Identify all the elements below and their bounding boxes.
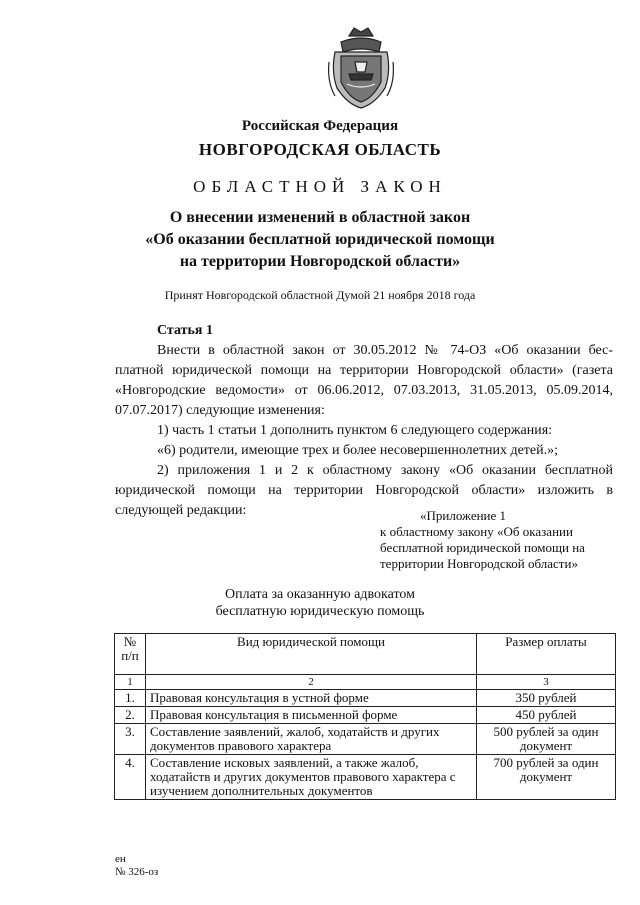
- row-type: Составление заявлений, жалоб, ходатайств и других документов правового характера: [146, 724, 477, 755]
- row-num: 1.: [115, 690, 146, 707]
- coat-of-arms-emblem: [327, 22, 395, 110]
- table-row: [115, 690, 616, 707]
- row-num: 4.: [115, 755, 146, 800]
- column-number: 3: [477, 675, 616, 690]
- article-line: 1) часть 1 статьи 1 дополнить пунктом 6 следующего содержания:: [157, 423, 553, 438]
- appendix-line: территории Новгородской области»: [380, 556, 578, 571]
- row-type: Правовая консультация в устной форме: [146, 690, 477, 707]
- table-row: [115, 724, 616, 755]
- appendix-line: к областному закону «Об оказании: [380, 524, 573, 539]
- law-type-heading: ОБЛАСТНОЙ ЗАКОН: [193, 177, 447, 196]
- adoption-note: Принят Новгородской областной Думой 21 ноября 2018 года: [164, 288, 476, 302]
- table-caption-line: бесплатную юридическую помощь: [215, 604, 425, 619]
- column-number: 2: [146, 675, 477, 690]
- article-line: Внести в областной закон от 30.05.2012 № 74-ОЗ «Об оказании бес-: [157, 343, 613, 358]
- federation-heading: Российская Федерация: [241, 118, 399, 134]
- article-title: Статья 1: [157, 323, 213, 338]
- appendix-reference: [380, 508, 620, 572]
- fee-table: [114, 633, 616, 800]
- article-line: юридической помощи на территории Новгородской области» изложить в: [115, 483, 613, 498]
- footer-number: № 326-оз: [115, 866, 159, 878]
- header-type: Вид юридической помощи: [146, 634, 477, 675]
- law-title: [0, 207, 640, 273]
- header-price: Размер оплаты: [477, 634, 616, 675]
- law-title-line: О внесении изменений в областной закон: [169, 209, 471, 226]
- row-num: 3.: [115, 724, 146, 755]
- header-num: № п/п: [115, 634, 146, 675]
- article-line: платной юридической помощи на территории Новгородской области» (газета: [115, 363, 613, 378]
- row-type: Составление исковых заявлений, а также жалоб, ходатайств и других документов правового характера с изучением дополнительных документов: [146, 755, 477, 800]
- row-price: 700 рублей за один документ: [477, 755, 616, 800]
- article-line: 2) приложения 1 и 2 к областному закону «Об оказании бесплатной: [157, 463, 613, 478]
- column-number: 1: [115, 675, 146, 690]
- row-type: Правовая консультация в письменной форме: [146, 707, 477, 724]
- column-number-row: [115, 675, 616, 690]
- region-heading: НОВГОРОДСКАЯ ОБЛАСТЬ: [198, 140, 442, 159]
- row-price: 450 рублей: [477, 707, 616, 724]
- document-footer: [115, 853, 158, 879]
- table-row: [115, 755, 616, 800]
- law-title-line: «Об оказании бесплатной юридической помощи: [145, 231, 495, 248]
- article-line: «6) родители, имеющие трех и более несовершеннолетних детей.»;: [157, 443, 559, 458]
- table-caption-line: Оплата за оказанную адвокатом: [225, 587, 415, 602]
- row-price: 500 рублей за один документ: [477, 724, 616, 755]
- appendix-line: бесплатной юридической помощи на: [380, 540, 585, 555]
- table-caption: [0, 586, 640, 620]
- row-num: 2.: [115, 707, 146, 724]
- appendix-line: «Приложение 1: [420, 508, 507, 523]
- article-line: следующей редакции:: [115, 503, 247, 518]
- row-price: 350 рублей: [477, 690, 616, 707]
- article-line: «Новгородские ведомости» от 06.06.2012, 07.03.2013, 31.05.2013, 05.09.2014,: [115, 383, 613, 398]
- table-header-row: [115, 634, 616, 675]
- table-row: [115, 707, 616, 724]
- footer-initials: ен: [115, 853, 126, 865]
- law-title-line: на территории Новгородской области»: [179, 253, 461, 270]
- article-line: 07.07.2017) следующие изменения:: [115, 403, 325, 418]
